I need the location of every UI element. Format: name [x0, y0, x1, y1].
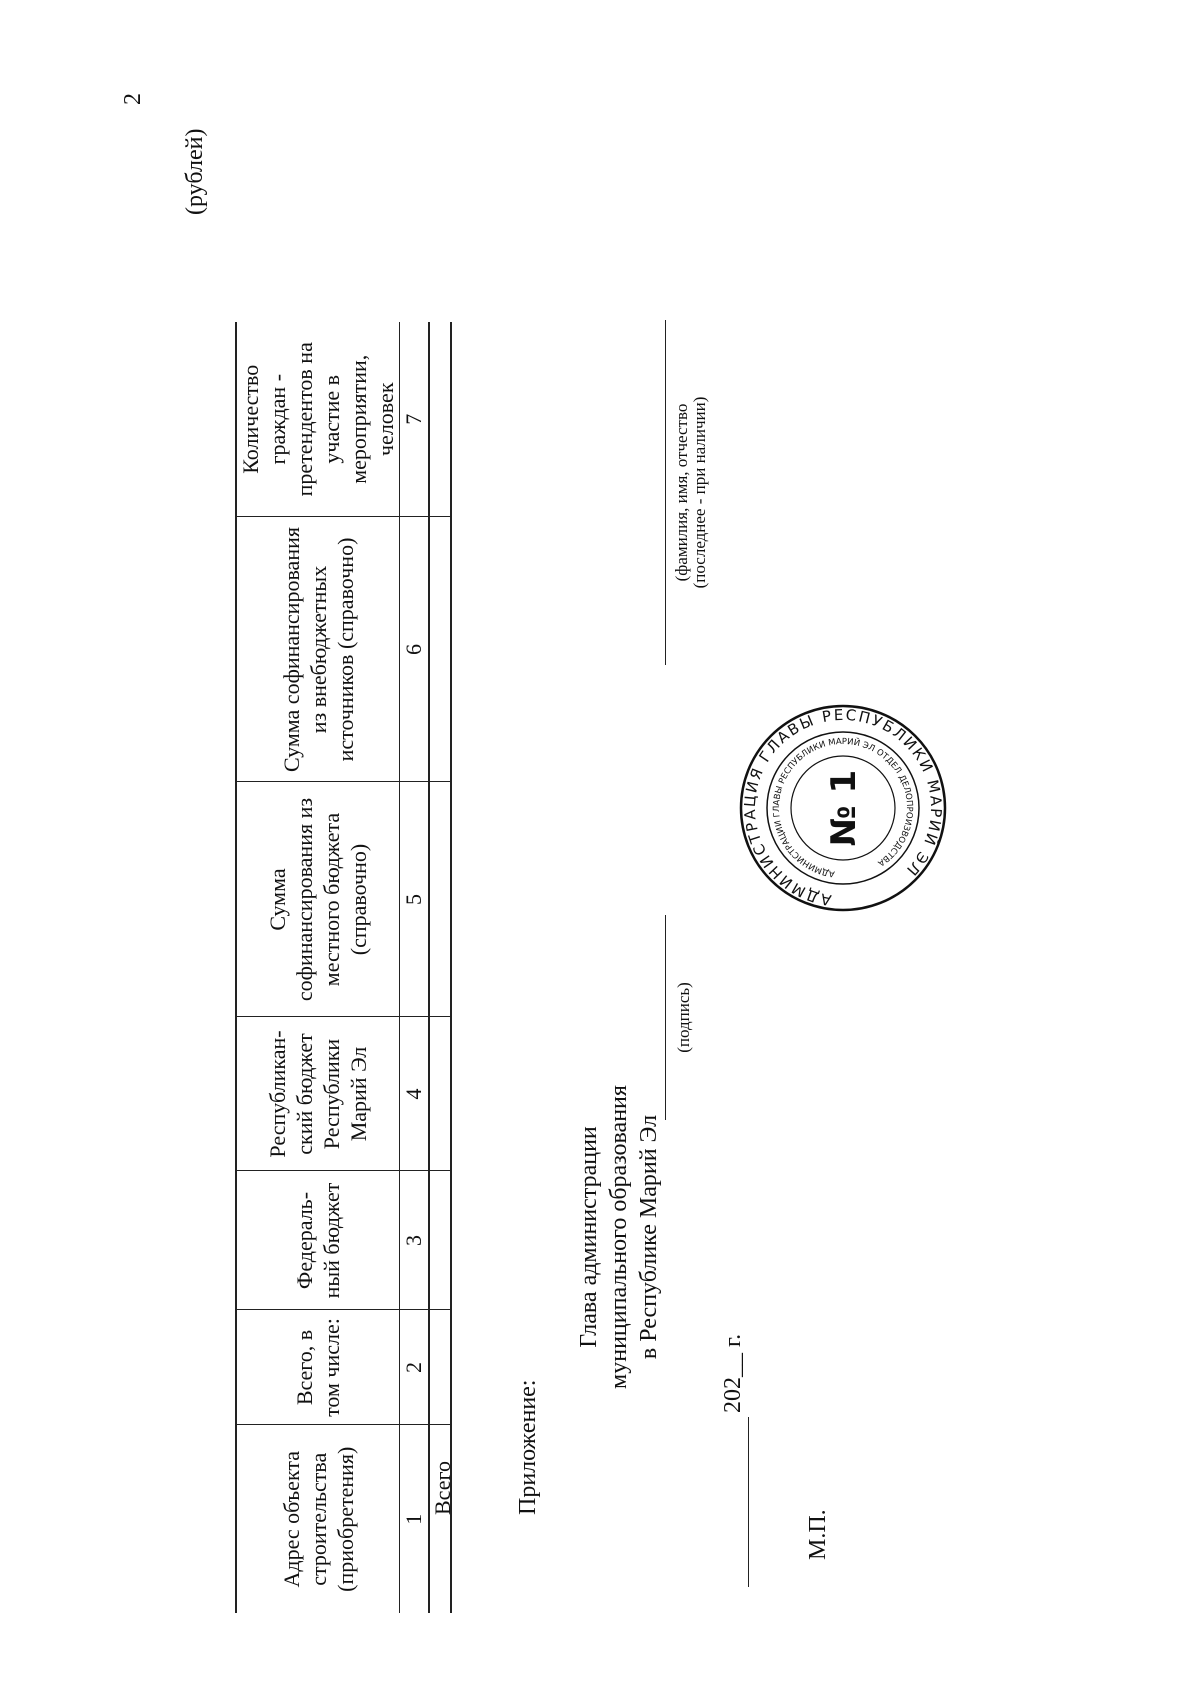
table-cell [429, 517, 451, 782]
name-line [665, 320, 666, 665]
name-caption-line: (последнее - при наличии) [690, 396, 709, 589]
table-cell [429, 1017, 451, 1171]
table-cell [429, 322, 451, 517]
header-republic-budget: Республикан-ский бюджет Республики Марий Эл [236, 1017, 400, 1171]
seal-outer-text: АДМИНИСТРАЦИЯ ГЛАВЫ РЕСПУБЛИКИ МАРИЙ ЭЛ [740, 705, 946, 910]
seal-center-text: № 1 [824, 769, 864, 847]
column-number: 3 [400, 1171, 430, 1310]
table-cell [429, 1171, 451, 1310]
attachment-label: Приложение: [515, 1379, 541, 1515]
table-cell [429, 1425, 451, 1613]
header-extrabudgetary: Сумма софинансирования из внебюджетных источников (справочно) [236, 517, 400, 782]
column-number-row [400, 322, 430, 1613]
header-address: Адрес объекта строительства (приобретения) [236, 1425, 400, 1613]
header-total: Всего, в том числе: [236, 1310, 400, 1425]
unit-note: (рублей) [182, 128, 208, 215]
table-header-row [236, 322, 400, 1613]
header-citizens-count: Количество граждан - претендентов на участие в мероприятии, человек [236, 322, 400, 517]
signature-caption: (подпись) [674, 982, 693, 1053]
name-caption-line: (фамилия, имя, отчество [672, 403, 691, 582]
header-federal-budget: Федераль-ный бюджет [236, 1171, 400, 1310]
table-row [429, 322, 451, 1613]
signer-line: муниципального образования [606, 1085, 632, 1389]
stamp-place-label: М.П. [805, 1509, 831, 1560]
column-number: 1 [400, 1425, 430, 1613]
total-label: Всего [430, 1461, 455, 1515]
name-caption [673, 320, 709, 665]
signature-line [665, 915, 666, 1120]
signer-line: Глава администрации [576, 1126, 602, 1348]
column-number: 5 [400, 782, 430, 1017]
table-cell [429, 1310, 451, 1425]
column-number: 4 [400, 1017, 430, 1171]
date-day-line [748, 1417, 749, 1587]
seal-inner-text: АДМИНИСТРАЦИИ ГЛАВЫ РЕСПУБЛИКИ МАРИЙ ЭЛ ОТДЕЛ ДЕЛОПРОИЗВОДСТВА [771, 736, 915, 879]
column-number: 7 [400, 322, 430, 517]
date-text: 202__ г. [720, 1333, 746, 1413]
column-number: 6 [400, 517, 430, 782]
financing-table [235, 322, 452, 1613]
page-number: 2 [120, 93, 146, 105]
table-cell [429, 782, 451, 1017]
official-seal [738, 703, 948, 913]
header-local-budget: Сумма софинансирования из местного бюджета (справочно) [236, 782, 400, 1017]
signer-line: в Республике Марий Эл [636, 1114, 662, 1360]
column-number: 2 [400, 1310, 430, 1425]
signer-title [574, 887, 664, 1587]
